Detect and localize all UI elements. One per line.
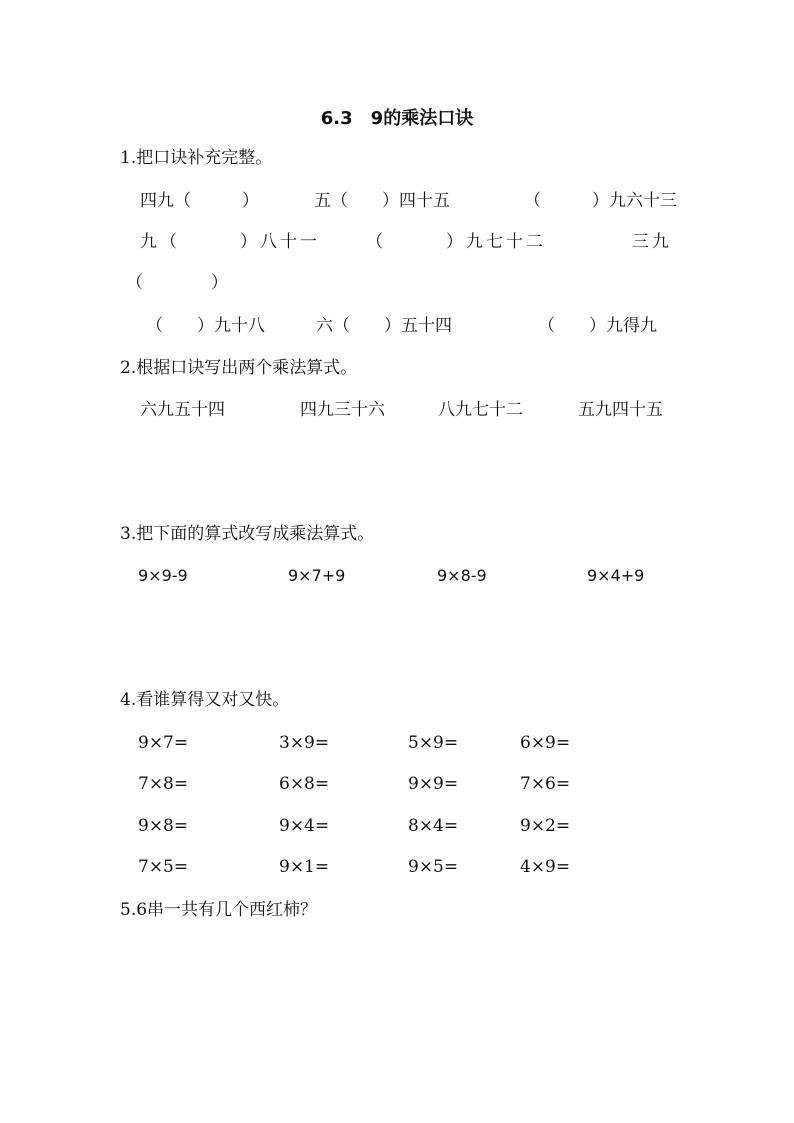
q4-problem: 5×9= [408,733,459,753]
question-5-heading: 5.6串一共有几个西红柿？ [120,900,318,920]
q1-blank-item: （ ）九六十三 [524,191,677,211]
q3-expression: 9×4+9 [587,566,645,585]
worksheet-title: 6.3 9的乘法口诀 [320,108,474,129]
q3-expression: 9×7+9 [288,566,346,585]
q4-problem: 9×4= [279,816,330,836]
q1-blank-item-wrap: （ ） [126,273,228,293]
q2-item: 四九三十六 [300,400,385,420]
q4-problem: 9×8= [138,816,189,836]
q1-blank-item: （ ）九得九 [538,316,657,336]
q4-problem: 6×8= [279,774,330,794]
q3-expression: 9×9-9 [138,566,188,585]
q1-blank-item: 九（ ）八十一 [140,232,320,252]
q4-problem: 4×9= [520,857,571,877]
q4-problem: 3×9= [279,733,330,753]
question-2-heading: 2.根据口诀写出两个乘法算式。 [120,358,358,378]
question-1-heading: 1.把口诀补充完整。 [120,148,273,168]
q2-item: 八九七十二 [438,400,523,420]
q4-problem: 9×7= [138,733,189,753]
q4-problem: 8×4= [408,816,459,836]
q1-blank-item: （ ）九十八 [146,316,265,336]
q1-blank-item: 六（ ）五十四 [316,316,452,336]
q1-blank-item: 三九 [632,232,672,252]
q1-blank-item: 四九（ ） [140,191,259,211]
q4-problem: 6×9= [520,733,571,753]
question-4-heading: 4.看谁算得又对又快。 [120,690,290,710]
q1-blank-item: （ ）九七十二 [366,232,546,252]
q4-problem: 7×6= [520,774,571,794]
q4-problem: 7×8= [138,774,189,794]
q4-problem: 9×1= [279,857,330,877]
q2-item: 六九五十四 [140,400,225,420]
question-3-heading: 3.把下面的算式改写成乘法算式。 [120,524,375,544]
q3-expression: 9×8-9 [437,566,487,585]
q4-problem: 7×5= [138,857,189,877]
q4-problem: 9×5= [408,857,459,877]
q4-problem: 9×9= [408,774,459,794]
q1-blank-item: 五（ ）四十五 [314,191,450,211]
q2-item: 五九四十五 [578,400,663,420]
q4-problem: 9×2= [520,816,571,836]
